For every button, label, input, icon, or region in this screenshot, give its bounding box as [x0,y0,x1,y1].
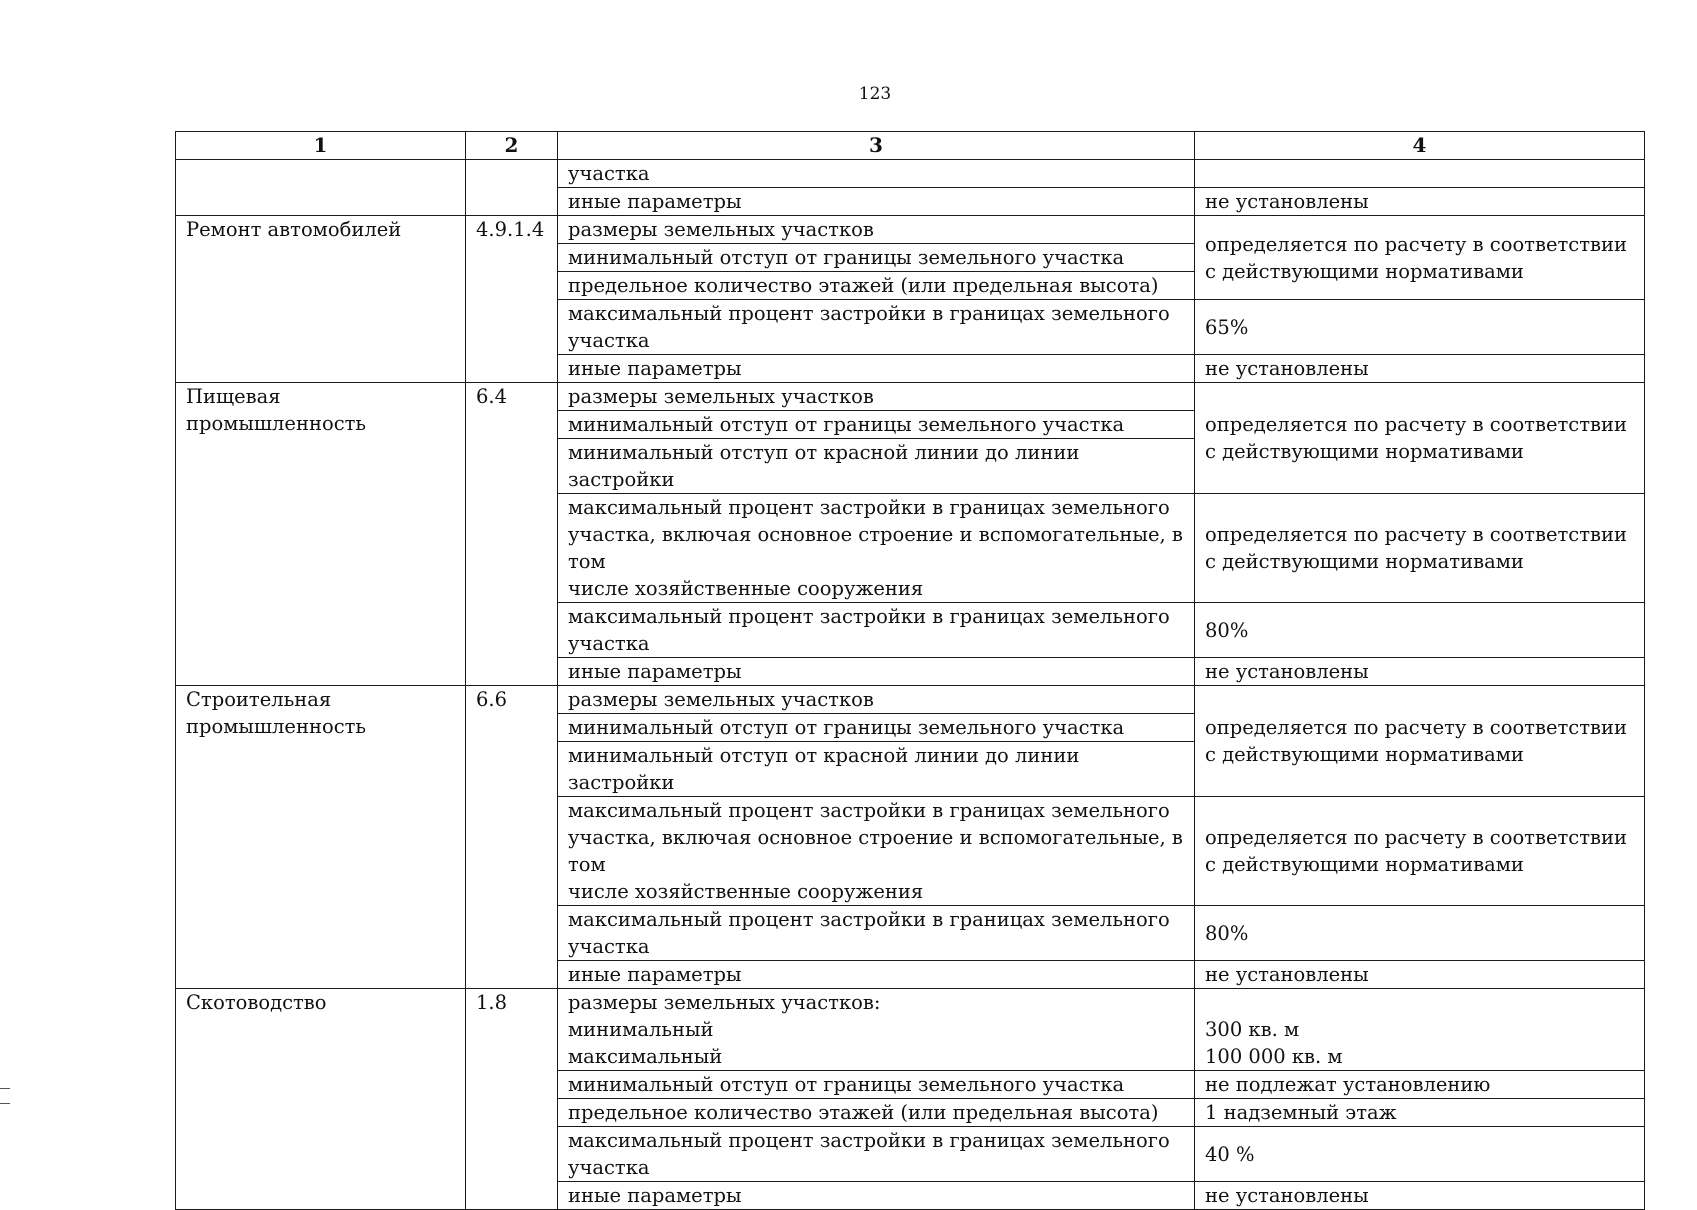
parameter-line: иные параметры [568,1184,742,1207]
parameter-line: минимальный [568,1018,714,1041]
value-line: с действующими нормативами [1205,259,1524,283]
value-cell [1195,686,1645,797]
parameter-line: иные параметры [568,963,742,986]
parameter-cell [558,989,1195,1071]
parameter-line: участка [568,1156,650,1179]
parameter-line: участка [568,935,650,958]
parameter-line: участка, включая основное строение и вспомогательные, в том [568,523,1183,573]
parameter-cell [558,742,1195,797]
parameter-cell [558,272,1195,300]
parameter-cell [558,160,1195,188]
parameter-line: иные параметры [568,357,742,380]
parameter-line: максимальный процент застройки в границах земельного [568,799,1170,822]
value-cell [1195,383,1645,494]
parameter-line: числе хозяйственные сооружения [568,880,924,903]
parameter-line: участка [568,329,650,352]
regulations-table [175,131,1645,1210]
parameter-line: максимальный процент застройки в границах земельного [568,302,1170,325]
parameter-line: максимальный процент застройки в границах земельного [568,496,1170,519]
parameter-line: иные параметры [568,660,742,683]
value-line: определяется по расчету в соответствии [1205,523,1627,546]
value-line: определяется по расчету в соответствии [1205,716,1627,739]
land-use-cell: Ремонт автомобилей [176,216,466,383]
parameter-cell [558,244,1195,272]
value-line: 1 надземный этаж [1205,1101,1397,1124]
parameter-cell [558,1099,1195,1127]
page-number: 123 [858,84,892,104]
parameter-line: участка [568,632,650,655]
land-use-cell: Пищевая промышленность [176,383,466,686]
parameter-cell [558,961,1195,989]
value-cell [1195,1182,1645,1210]
value-cell [1195,1071,1645,1099]
value-cell [1195,355,1645,383]
land-use-line: промышленность [186,715,367,738]
parameter-cell [558,658,1195,686]
value-line: не установлены [1205,660,1369,683]
use-code-cell: 6.6 [466,686,558,989]
land-use-cell [176,686,466,989]
parameter-line: минимальный отступ от красной линии до линии застройки [568,441,1080,491]
parameter-cell [558,1127,1195,1182]
scan-edge-mark [0,1088,10,1104]
value-cell [1195,1099,1645,1127]
value-line: с действующими нормативами [1205,853,1524,876]
parameter-cell [558,494,1195,603]
value-cell [1195,160,1645,188]
value-cell [1195,797,1645,906]
parameter-cell [558,603,1195,658]
value-line [1205,989,1634,1016]
value-cell [1195,1127,1645,1182]
value-cell [1195,216,1645,300]
table-row [176,160,1645,188]
value-line: 40 % [1205,1142,1255,1166]
value-cell [1195,906,1645,961]
use-code-cell [466,160,558,216]
value-line: определяется по расчету в соответствии [1205,826,1627,849]
value-cell [1195,494,1645,603]
parameter-line: минимальный отступ от красной линии до линии застройки [568,744,1080,794]
parameter-line: размеры земельных участков [568,688,874,711]
value-cell [1195,658,1645,686]
value-line: не установлены [1205,357,1369,380]
parameter-cell [558,216,1195,244]
value-cell [1195,603,1645,658]
table-row [176,216,1645,244]
value-line: 100 000 кв. м [1205,1045,1343,1068]
value-line: с действующими нормативами [1205,440,1524,463]
value-line: определяется по расчету в соответствии [1205,413,1627,436]
value-line: не подлежат установлению [1205,1073,1491,1096]
parameter-cell [558,906,1195,961]
value-line: не установлены [1205,963,1369,986]
table-body [176,160,1645,1210]
value-line: с действующими нормативами [1205,743,1524,766]
use-code-cell: 1.8 [466,989,558,1210]
value-line: 80% [1205,921,1249,945]
parameter-line: максимальный процент застройки в границах земельного [568,908,1170,931]
value-cell [1195,300,1645,355]
parameter-line: иные параметры [568,190,742,213]
parameter-cell [558,383,1195,411]
header-col-4: 4 [1195,132,1645,160]
parameter-line: размеры земельных участков: [568,991,881,1014]
header-col-1: 1 [176,132,466,160]
parameter-cell [558,411,1195,439]
table-row [176,989,1645,1071]
parameter-cell [558,188,1195,216]
value-line: не установлены [1205,1184,1369,1207]
value-cell [1195,188,1645,216]
parameter-cell [558,1071,1195,1099]
value-line: не установлены [1205,190,1369,213]
parameter-line: предельное количество этажей (или предельная высота) [568,274,1159,297]
parameter-cell [558,439,1195,494]
parameter-line: размеры земельных участков [568,218,874,241]
value-line: 65% [1205,315,1249,339]
parameter-line: максимальный процент застройки в границах земельного [568,605,1170,628]
table-row [176,383,1645,411]
parameter-line: минимальный отступ от границы земельного участка [568,1073,1125,1096]
parameter-line: минимальный отступ от границы земельного участка [568,413,1125,436]
parameter-line: минимальный отступ от границы земельного участка [568,246,1125,269]
parameter-line: предельное количество этажей (или предельная высота) [568,1101,1159,1124]
header-row [176,132,1645,160]
value-line [1205,160,1634,187]
parameter-line: максимальный процент застройки в границах земельного [568,1129,1170,1152]
parameter-cell [558,686,1195,714]
value-cell [1195,989,1645,1071]
value-line: с действующими нормативами [1205,550,1524,573]
parameter-cell [558,355,1195,383]
parameter-line: максимальный [568,1045,723,1068]
use-code-cell: 6.4 [466,383,558,686]
parameter-line: числе хозяйственные сооружения [568,577,924,600]
land-use-cell [176,160,466,216]
value-line: определяется по расчету в соответствии [1205,232,1627,256]
parameter-cell [558,300,1195,355]
header-col-3: 3 [558,132,1195,160]
land-use-cell: Скотоводство [176,989,466,1210]
header-col-2: 2 [466,132,558,160]
value-cell [1195,961,1645,989]
parameter-line: размеры земельных участков [568,385,874,408]
parameter-cell [558,1182,1195,1210]
value-line: 300 кв. м [1205,1018,1300,1041]
use-code-cell: 4.9.1.4 [466,216,558,383]
land-use-line: Строительная [186,688,332,711]
value-line: 80% [1205,618,1249,642]
parameter-cell [558,797,1195,906]
parameter-line: минимальный отступ от границы земельного участка [568,716,1125,739]
parameter-cell [558,714,1195,742]
parameter-line: участка [568,162,650,185]
parameter-line: участка, включая основное строение и вспомогательные, в том [568,826,1183,876]
table-row [176,686,1645,714]
